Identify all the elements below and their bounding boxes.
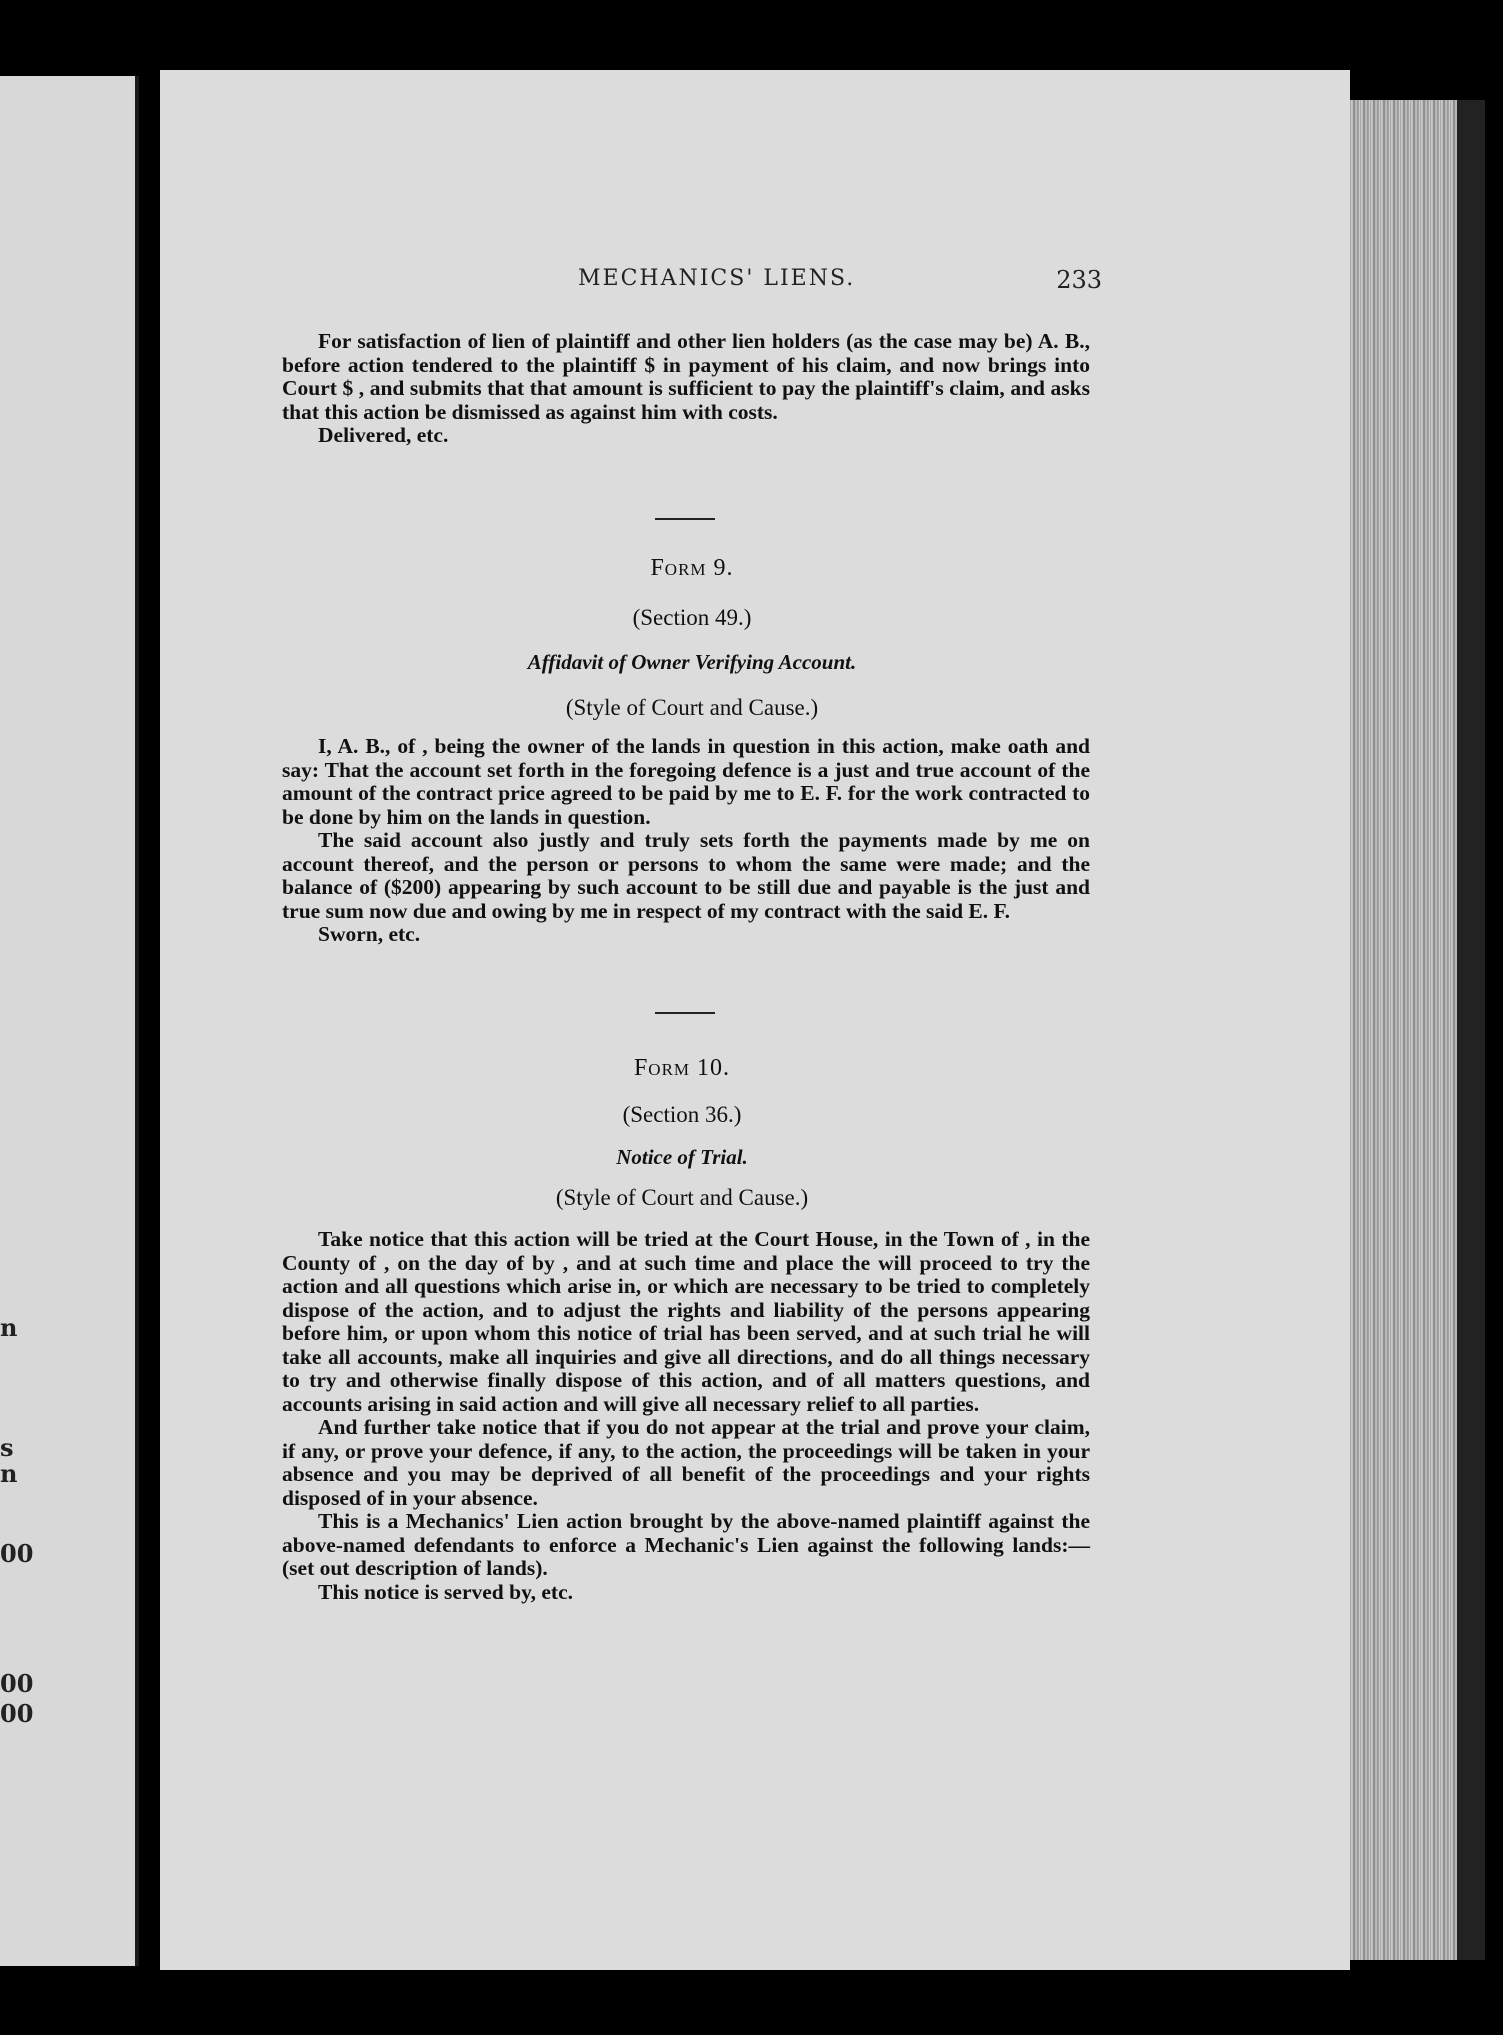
running-head: MECHANICS' LIENS. — [578, 266, 856, 291]
paragraph: The said account also justly and truly sets forth the payments made by me on account thereof, and the person or persons to whom the same were made; and the balance of ($200) appearing by such account to be still due and payable is the just and true sum now due and owing by me in respect of my contract with the said E. F. — [282, 828, 1090, 923]
style-of-cause: (Style of Court and Cause.) — [565, 695, 819, 720]
section-divider — [655, 1012, 715, 1014]
style-of-cause: (Style of Court and Cause.) — [555, 1185, 809, 1210]
paragraph: This notice is served by, etc. — [318, 1579, 573, 1604]
margin-fragment: n — [0, 1313, 18, 1342]
page-header — [282, 266, 1102, 306]
margin-fragment: 00 — [0, 1699, 34, 1728]
form-title: Form 9. — [650, 555, 734, 581]
margin-fragment: 00 — [0, 1669, 34, 1698]
section-reference: (Section 36.) — [622, 1102, 742, 1127]
section-reference: (Section 49.) — [632, 605, 752, 630]
page-number: 233 — [1056, 266, 1102, 294]
paragraph: For satisfaction of lien of plaintiff and other lien holders (as the case may be) A. B., before action tendered to the plaintiff $ in payment of his claim, and now brings into Court $ , and submits that that amount is sufficient to pay the plaintiff's claim, and asks that this action be dismissed as against him with costs. — [282, 329, 1090, 424]
margin-fragment: n — [0, 1459, 18, 1488]
paragraph: I, A. B., of , being the owner of the lands in question in this action, make oath and say: That the account set forth in the foregoing defence is a just and true account of the amount of the contract price agreed to be paid by me to E. F. for the work contracted to be done by him on the lands in question. — [282, 734, 1090, 829]
margin-fragment: s — [0, 1433, 14, 1462]
margin-fragment: 00 — [0, 1539, 34, 1568]
notice-text — [282, 1228, 1090, 1604]
defence-text — [282, 330, 1090, 448]
paragraph: Sworn, etc. — [318, 922, 421, 946]
paragraph: And further take notice that if you do not appear at the trial and prove your claim, if any, or prove your defence, if any, to the action, the proceedings will be taken in your absence and you may be deprived of all benefit of the proceedings and your rights disposed of in your absence. — [282, 1415, 1090, 1510]
left-page-edge — [0, 76, 139, 1966]
affidavit-text — [282, 735, 1090, 947]
section-divider — [655, 518, 715, 520]
paragraph: Take notice that this action will be tried at the Court House, in the Town of , in the County of , on the day of by , and at such time and place the will proceed to try the action and all questions which arise in, or which are necessary to be tried to completely dispose of the action, and to adjust the rights and liability of the persons appearing before him, or upon whom this notice of trial has been served, and at such trial he will take all accounts, make all inquiries and give all directions, and do all things necessary to try and otherwise finally dispose of this action, and of all matters questions, and accounts arising in said action and will give all necessary relief to all parties. — [282, 1227, 1090, 1416]
form-heading: Notice of Trial. — [616, 1145, 748, 1169]
page-edges — [1350, 100, 1485, 1960]
paragraph: Delivered, etc. — [318, 423, 449, 447]
paragraph: This is a Mechanics' Lien action brought by the above-named plaintiff against the above-named defendants to enforce a Mechanic's Lien against the following lands:— (set out description of lands). — [282, 1509, 1090, 1580]
form-title: Form 10. — [633, 1055, 731, 1081]
form-heading: Affidavit of Owner Verifying Account. — [527, 650, 857, 674]
